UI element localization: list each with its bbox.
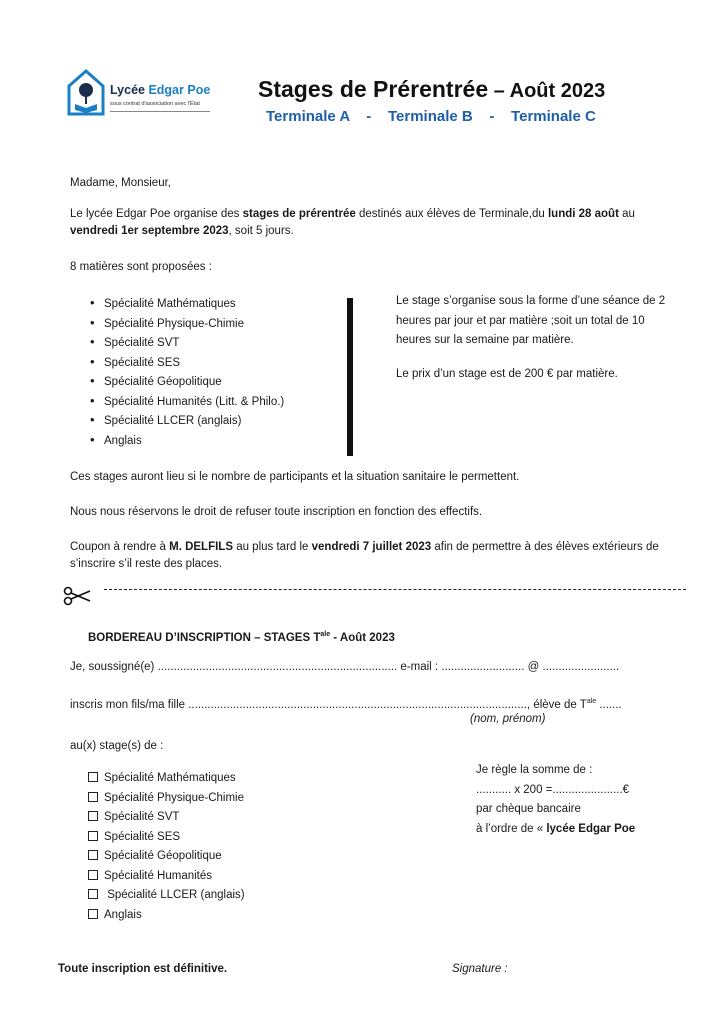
student-line: inscris mon fils/ma fille .........................................................................................................., élève de $T^{ale}$ .......: [70, 698, 622, 711]
intro-paragraph: Le lycée Edgar Poe organise des stages de prérentrée destinés aux élèves de Terminale,du lundi 28 août au vendredi 1er septembre 2023, soit 5 jours.: [70, 208, 635, 237]
list-item[interactable]: Spécialité LLCER (anglais): [88, 886, 245, 906]
payment-line: Je règle la somme de :: [476, 764, 593, 776]
list-item[interactable]: Spécialité Physique-Chimie: [88, 789, 245, 809]
form-title: BORDEREAU D’INSCRIPTION – STAGES $T^{ale}$ - Août 2023: [88, 631, 395, 644]
signer-line: Je, soussigné(e) ........................................................................... e-mail : .......................... @ ........................: [70, 661, 620, 673]
list-item[interactable]: Spécialité Mathématiques: [88, 769, 245, 789]
stages-label: au(x) stage(s) de :: [70, 740, 164, 752]
list-item[interactable]: Spécialité Géopolitique: [88, 847, 245, 867]
logo-tagline: sous contrat d'association avec l'État: [110, 101, 200, 107]
list-item: • Spécialité Géopolitique: [90, 371, 284, 391]
list-item: • Spécialité Mathématiques: [90, 293, 284, 313]
email-user-field[interactable]: ..........................: [441, 661, 525, 673]
logo-name: Lycée Edgar Poe: [110, 83, 211, 97]
list-item[interactable]: Anglais: [88, 906, 245, 926]
page-subtitle: Terminale A - Terminale B - Terminale C: [266, 108, 596, 125]
checkbox[interactable]: [88, 811, 98, 821]
payment-block: [476, 761, 635, 839]
scissors-icon: [62, 586, 92, 606]
checkbox[interactable]: [88, 889, 98, 899]
payment-amount-field[interactable]: ........... x 200 =......................€: [476, 783, 630, 796]
reserve-text: Nous nous réservons le droit de refuser toute inscription en fonction des effectifs.: [70, 506, 483, 518]
list-item: • Spécialité Physique-Chimie: [90, 313, 284, 333]
checkbox[interactable]: [88, 772, 98, 782]
payment-line: par chèque bancaire: [476, 803, 581, 815]
list-item[interactable]: Spécialité SES: [88, 828, 245, 848]
checkbox[interactable]: [88, 909, 98, 919]
school-logo: [66, 68, 216, 118]
student-name-field[interactable]: ..........................................................................................................,: [188, 698, 531, 711]
checkbox[interactable]: [88, 870, 98, 880]
vertical-divider: [347, 298, 353, 456]
class-field[interactable]: .......: [599, 698, 622, 711]
coupon-text: Coupon à rendre à M. DELFILS au plus tard le vendredi 7 juillet 2023 afin de permettre à des élèves extérieurs de s’inscrire s’il reste des places.: [70, 541, 659, 570]
definitive-note: Toute inscription est définitive.: [58, 963, 228, 975]
subjects-intro: 8 matières sont proposées :: [70, 261, 212, 273]
list-item: • Spécialité SES: [90, 352, 284, 372]
condition-text: Ces stages auront lieu si le nombre de participants et la situation sanitaire le permettent.: [70, 471, 520, 483]
school-house-book-tree-icon: [66, 68, 106, 116]
greeting: Madame, Monsieur,: [70, 177, 171, 189]
price-text: Le prix d’un stage est de 200 € par matière.: [396, 368, 618, 380]
list-item: • Anglais: [90, 430, 284, 450]
list-item[interactable]: Spécialité SVT: [88, 808, 245, 828]
name-hint: (nom, prénom): [470, 713, 546, 725]
checkbox[interactable]: [88, 850, 98, 860]
signature-label: Signature :: [452, 963, 508, 975]
page-title: Stages de Prérentrée – Août 2023: [258, 76, 606, 102]
list-item: • Spécialité LLCER (anglais): [90, 410, 284, 430]
list-item[interactable]: Spécialité Humanités: [88, 867, 245, 887]
logo-underline: [110, 111, 210, 112]
subjects-list: [90, 293, 284, 449]
checkbox[interactable]: [88, 831, 98, 841]
organisation-text: Le stage s’organise sous la forme d’une séance de 2 heures par jour et par matière ;soit un total de 10 heures sur la semaine par matière.: [396, 295, 666, 346]
list-item: • Spécialité SVT: [90, 332, 284, 352]
cut-line: [62, 586, 686, 606]
list-item: • Spécialité Humanités (Litt. & Philo.): [90, 391, 284, 411]
payment-line: à l’ordre de « lycée Edgar Poe: [476, 822, 636, 835]
checkbox[interactable]: [88, 792, 98, 802]
dashed-line: [104, 589, 686, 590]
email-domain-field[interactable]: ........................: [542, 661, 620, 673]
stage-checkbox-list: [88, 769, 245, 925]
signer-name-field[interactable]: ...........................................................................: [157, 661, 398, 673]
